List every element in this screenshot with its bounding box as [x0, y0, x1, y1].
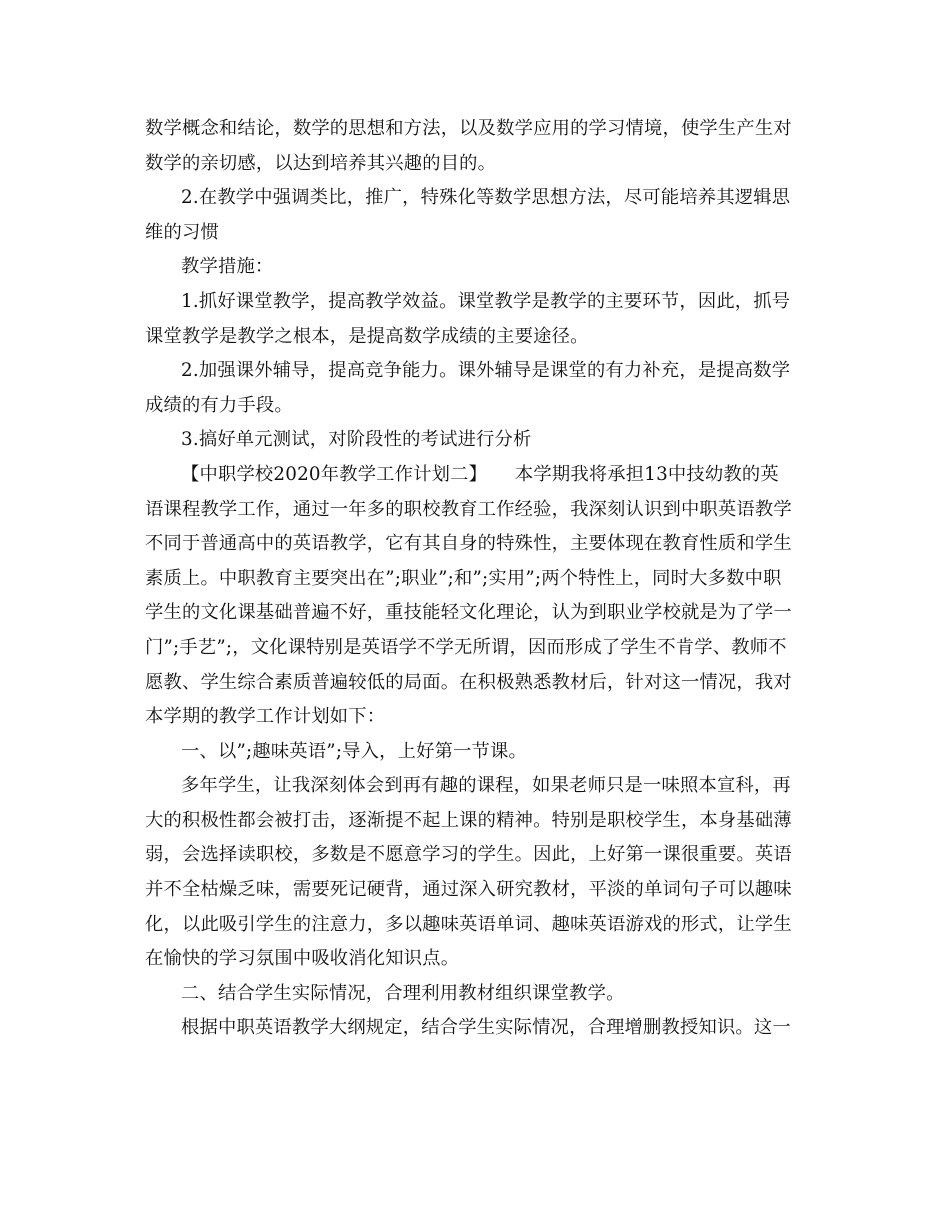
text-line: 根据中职英语教学大纲规定，结合学生实际情况，合理增删教授知识。这一: [181, 1017, 791, 1039]
text-line: 2.在教学中强调类比，推广，特殊化等数学思想方法，尽可能培养其逻辑思: [181, 187, 791, 209]
text-line: 3.搞好单元测试，对阶段性的考试进行分析: [181, 429, 532, 451]
text-line: 2.加强课外辅导，提高竞争能力。课外辅导是课堂的有力补充，是提高数学: [181, 360, 791, 382]
plan-title-line: 【中职学校2020年教学工作计划二】 本学期我将承担13中技幼教的英: [181, 463, 779, 485]
text-line: 本学期的教学工作计划如下：: [145, 706, 386, 728]
text-line: 学生的文化课基础普遍不好，重技能轻文化理论，认为到职业学校就是为了学一: [145, 602, 792, 624]
text-line: 数学概念和结论，数学的思想和方法，以及数学应用的学习情境，使学生产生对: [145, 118, 792, 139]
text-line: 1.抓好课堂教学，提高教学效益。课堂教学是教学的主要环节，因此，抓号: [181, 290, 791, 312]
text-line: 大的积极性都会被打击，逐渐提不起上课的精神。特别是职校学生，本身基础薄: [145, 809, 792, 831]
text-line: 愿教、学生综合素质普遍较低的局面。在积极熟悉教材后，针对这一情况，我对: [145, 671, 792, 693]
text-line: 弱，会选择读职校，多数是不愿意学习的学生。因此，上好第一课很重要。英语: [145, 844, 792, 866]
section-heading: 二、结合学生实际情况，合理利用教材组织课堂教学。: [181, 982, 625, 1004]
text-line: 并不全枯燥乏味，需要死记硬背，通过深入研究教材，平淡的单词句子可以趣味: [145, 879, 792, 901]
text-line: 化，以此吸引学生的注意力，多以趣味英语单词、趣味英语游戏的形式，让学生: [145, 913, 792, 935]
text-line: 数学的亲切感，以达到培养其兴趣的目的。: [145, 152, 497, 174]
text-line: 课堂教学是教学之根本，是提高数学成绩的主要途径。: [145, 325, 589, 347]
text-line: 维的习惯: [145, 221, 219, 243]
document-body: [145, 112, 805, 1046]
text-line: 素质上。中职教育主要突出在”;职业”;和”;实用”;两个特性上，同时大多数中职: [145, 567, 782, 589]
text-line: 在愉快的学习氛围中吸收消化知识点。: [145, 948, 460, 970]
text-line: 多年学生，让我深刻体会到再有趣的课程，如果老师只是一味照本宣科，再: [181, 775, 791, 797]
section-heading: 教学措施：: [181, 256, 274, 278]
text-line: 不同于普通高中的英语教学，它有其自身的特殊性，主要体现在教育性质和学生: [145, 533, 792, 555]
text-line: 成绩的有力手段。: [145, 394, 293, 416]
section-heading: 一、以”;趣味英语”;导入，上好第一节课。: [181, 740, 527, 762]
text-line: 门”;手艺”;，文化课特别是英语学不学无所谓，因而形成了学生不肯学、教师不: [145, 636, 787, 658]
text-line: 语课程教学工作，通过一年多的职校教育工作经验，我深刻认识到中职英语教学: [145, 498, 792, 520]
